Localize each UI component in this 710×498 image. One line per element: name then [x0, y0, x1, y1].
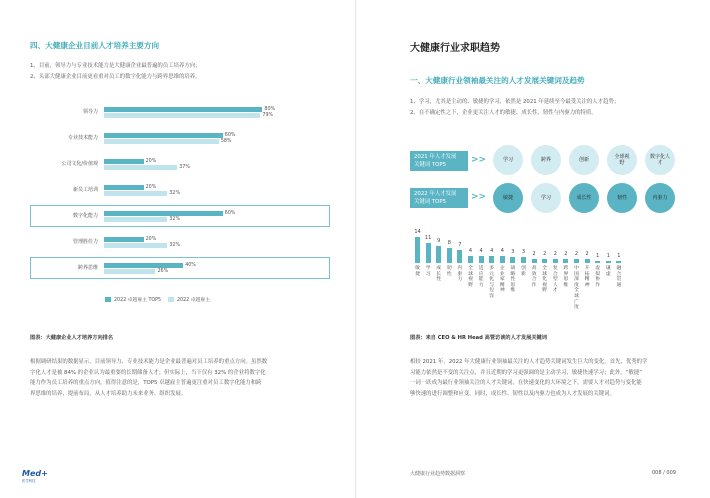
bar-top5 [104, 263, 183, 268]
bar-top5 [104, 159, 144, 164]
value-label: 32% [169, 190, 181, 196]
value-label: 58% [220, 138, 232, 144]
keyword-2021: 创新 [569, 145, 599, 175]
value-label: 20% [145, 184, 157, 190]
keyword-2022: 韧性 [607, 183, 637, 213]
legend-swatch-top5 [105, 297, 111, 302]
paragraph-line: 习能力依然是不变的关注点，并且近期的学习更强调的是主动学习、敏捷快速学习；此外，“敏捷” [410, 369, 642, 376]
keyword-label: 企业家精神 [499, 266, 505, 294]
keyword-bar [521, 257, 526, 263]
keyword-count: 8 [447, 240, 451, 247]
logo-text: Med+ [22, 469, 48, 478]
bar-top5 [104, 133, 223, 138]
label-line: 关键词 TOP5 [414, 199, 447, 205]
bar-all [104, 217, 167, 222]
keyword-label: 复合型人才 [552, 266, 558, 294]
keyword-bar [415, 237, 420, 263]
category-label: 领导力 [82, 109, 98, 115]
value-label: 37% [179, 164, 190, 170]
keyword-label: 战略性思维 [510, 266, 516, 294]
bar-all [104, 113, 260, 118]
paragraph-line: 字化人才是被 84% 的企业认为最重要的长期储备人才；但实际上，当下仅有 32% 的企业将数字化 [30, 369, 266, 376]
keyword-bar [447, 248, 452, 263]
keyword-count: 4 [490, 247, 494, 254]
note-1: 1、学习，尤其是主动的、敏捷的学习，依然是 2021 年延续至今最受关注的人才趋势； [410, 99, 620, 105]
keyword-count: 14 [414, 229, 421, 236]
category-label: 管理胜任力 [72, 239, 98, 245]
right-page [355, 0, 710, 498]
keyword-label: 敏捷 [415, 266, 420, 277]
keyword-count: 7 [458, 242, 462, 249]
keyword-label: 韧性 [446, 266, 452, 277]
keyword-bar [542, 259, 547, 263]
keyword-count: 3 [511, 249, 515, 256]
keyword-count: 1 [596, 253, 600, 260]
chart-caption: 图表：来自 CEO & HR Head 高管访谈的人才发展关键词 [410, 335, 547, 341]
value-label: 40% [185, 262, 196, 268]
value-label: 20% [145, 236, 157, 242]
note-2: 2、在不确定性之下，企业更关注人才的敏捷、成长性、韧性与内驱力的特质。 [410, 110, 597, 116]
section-title: 一、大健康行业领袖最关注的人才发展关键词及趋势 [410, 76, 585, 85]
bar-all [104, 139, 219, 144]
bar-all [104, 243, 167, 248]
keyword-bar [585, 259, 590, 263]
keyword-bar [510, 257, 515, 263]
double-arrow-icon: >> [471, 155, 487, 165]
keyword-label: 适应能力 [478, 266, 484, 288]
keyword-bar [468, 256, 473, 263]
keyword-2021: 数字化人才 [645, 145, 675, 175]
page-number: 008 / 009 [652, 470, 676, 476]
keyword-bar [457, 250, 462, 263]
keyword-bar [436, 246, 441, 263]
keyword-label: 高效合作 [531, 266, 537, 288]
bar-all [104, 165, 177, 170]
keyword-label: 融合贯通 [616, 266, 622, 288]
keyword-count: 9 [437, 238, 441, 245]
category-label: 跨界思维 [77, 265, 98, 271]
value-label: 60% [224, 210, 236, 216]
bar-all [104, 269, 155, 274]
keyword-bar [616, 261, 621, 263]
paragraph-line: 一词一跃成为最行业领袖关注的人才关键词，在快速变化的大环境之下，需要人才对趋势与变化能 [410, 380, 642, 387]
paragraph-line: 够快速的进行调整和应变。同时，成长性、韧性以及内驱力也成为人才发展的关键词。 [410, 390, 615, 397]
category-label: 新员工培训 [72, 187, 98, 193]
label-2021-top5 [410, 151, 468, 171]
keyword-label: 创新 [521, 266, 526, 277]
note-2: 2、头部大健康企业目前更看重对员工的数字化能力与跨界思维的培养。 [30, 74, 201, 80]
bar-top5 [104, 185, 144, 190]
keyword-2022: 成长性 [569, 183, 599, 213]
note-1: 1、目前，领导力与专业技术能力是大健康企业最普遍的员工培养方向； [30, 63, 201, 69]
legend-swatch-all [168, 297, 174, 302]
keyword-2021: 全球视野 [607, 145, 637, 175]
paragraph-line: 能力作为员工培养的重点方向。值得注意的是，TOP5 卓越雇主普遍更注重对员工数字化能力和跨 [30, 380, 262, 387]
chart-caption: 图表：大健康企业人才培养方向排名 [30, 335, 114, 341]
value-label: 32% [169, 216, 181, 222]
keyword-count: 2 [585, 251, 589, 258]
keyword-label: 跨界思维 [563, 266, 569, 288]
value-label: 80% [264, 106, 276, 112]
keyword-label: 虚拟协作 [595, 266, 601, 288]
keyword-count: 2 [564, 251, 568, 258]
paragraph-line: 界思维的培养，提前布局，从人才培养助力未来业务、组织发展。 [30, 390, 187, 397]
bar-top5 [104, 211, 223, 216]
legend-top5 [105, 296, 161, 303]
value-label: 26% [157, 268, 169, 274]
double-arrow-icon: >> [471, 192, 487, 202]
footer-title: 大健康行业趋势数据洞察 [410, 471, 466, 477]
legend-label-all: 2022 卓越雇主 [177, 298, 210, 303]
legend-all [168, 296, 210, 303]
keyword-bar [500, 256, 505, 263]
category-label: 公司文化/价值观 [61, 161, 98, 167]
keyword-label: 谦虚 [605, 266, 611, 277]
value-label: 60% [224, 132, 236, 138]
legend-label-top5: 2022 卓越雇主 TOP5 [114, 298, 162, 303]
page-title: 大健康行业求职趋势 [410, 43, 500, 54]
label-line: 2021 年人才发展 [414, 154, 457, 160]
value-label: 32% [169, 242, 181, 248]
category-label: 专业技术能力 [67, 135, 98, 141]
keyword-label: 中国深度全球广度 [574, 266, 579, 311]
keyword-2022: 学习 [531, 183, 561, 213]
keyword-bar [595, 261, 600, 263]
keyword-count: 4 [500, 247, 504, 254]
keyword-count: 2 [553, 251, 557, 258]
bar-top5 [104, 237, 144, 242]
keyword-count: 4 [468, 247, 473, 254]
keyword-bar [563, 259, 568, 263]
keyword-bar [426, 243, 431, 263]
paragraph-line: 相较 2021 年，2022 年大健康行业领袖最关注的人才趋势关键词发生巨大的变化。首先，优秀的学 [410, 359, 648, 365]
body-paragraph [30, 357, 267, 399]
keyword-label: 开拓精神 [584, 266, 590, 288]
keyword-label: 全球化视野 [542, 266, 548, 294]
label-line: 2022 年人才发展 [414, 191, 457, 197]
keyword-count: 2 [532, 251, 536, 258]
section-title: 四、大健康企业目前人才培养主要方向 [30, 41, 160, 50]
label-line: 关键词 TOP5 [414, 162, 447, 168]
keyword-2022: 内驱力 [645, 183, 675, 213]
keyword-bar [489, 256, 494, 263]
logo-subtext: 医学科技 [22, 479, 36, 483]
keyword-2022: 敏捷 [493, 183, 523, 213]
keyword-bar [606, 261, 611, 263]
keyword-bar [479, 256, 484, 263]
keyword-count: 4 [479, 247, 483, 254]
keyword-label: 内驱力 [457, 266, 463, 283]
keyword-label: 多元化与包容 [489, 266, 495, 299]
keyword-bar [553, 259, 558, 263]
category-label: 数字化能力 [72, 213, 98, 219]
keyword-label: 学习 [425, 266, 431, 277]
bar-top5 [104, 107, 262, 112]
keyword-count: 1 [617, 253, 621, 260]
keyword-label: 成长性 [436, 266, 442, 283]
keyword-count: 3 [521, 249, 526, 256]
label-2022-top5 [410, 188, 468, 208]
med-logo [22, 469, 48, 483]
keyword-2021: 学习 [493, 145, 523, 175]
keyword-count: 11 [424, 234, 432, 241]
keyword-bar [532, 259, 537, 263]
keyword-count: 2 [574, 251, 579, 258]
keyword-label: 全球视野 [468, 266, 473, 288]
bar-all [104, 191, 167, 196]
paragraph-line: 根据调研结果的数据显示，目前领导力、专业技术能力是企业最普遍对员工培养的重点方向。虽然数 [30, 359, 268, 365]
keyword-2021: 跨界 [531, 145, 561, 175]
value-label: 20% [145, 158, 157, 164]
value-label: 79% [262, 112, 274, 118]
keyword-count: 2 [543, 251, 547, 258]
keyword-count: 1 [606, 253, 610, 260]
keyword-bar [574, 259, 579, 263]
body-paragraph [410, 357, 647, 399]
